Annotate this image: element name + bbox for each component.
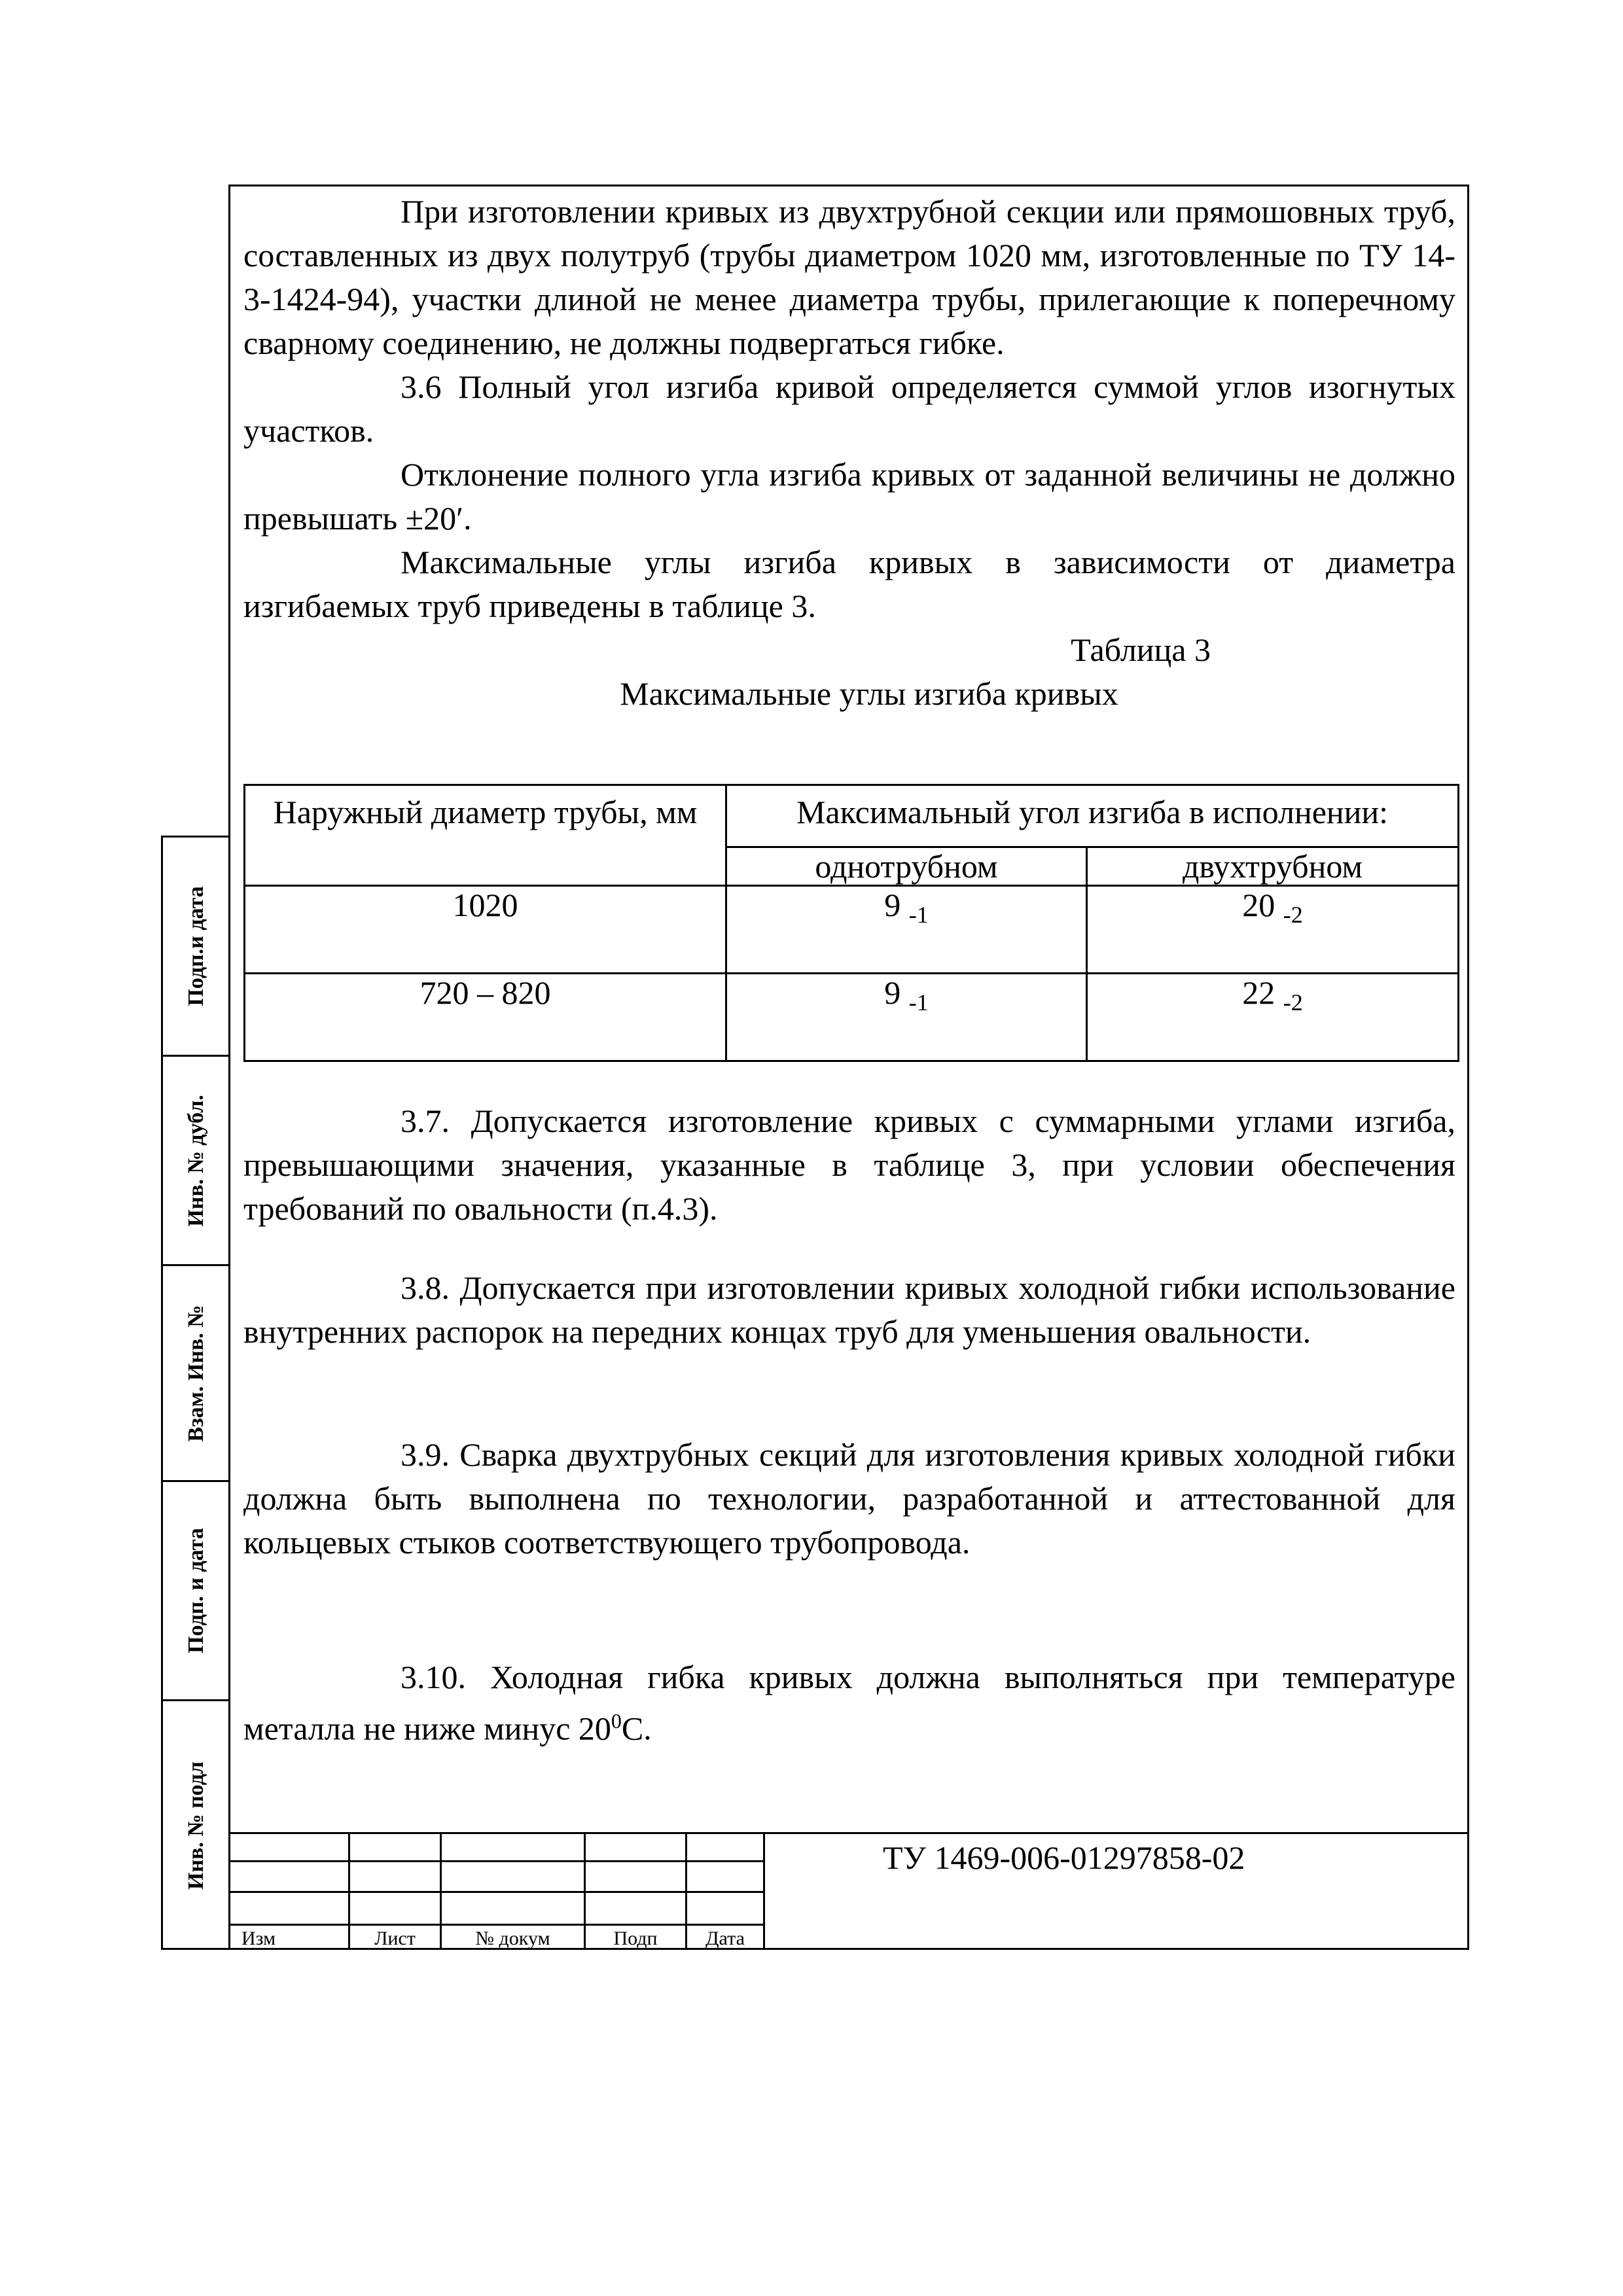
header-text: Максимальный угол изгиба в исполнении: [796,794,1389,830]
header-text: Наружный диаметр трубы, мм [273,794,698,830]
superscript: 0 [611,1709,622,1733]
document-code: ТУ 1469-006-01297858-02 [883,1839,1245,1876]
paragraph-3-8: 3.8. Допускается при изготовлении кривых холодной гибки использование внутренних распорок на передних концах труб для уменьшения овальности. [243,1269,1455,1350]
table-cell-diameter: 1020 [245,886,726,974]
table-cell-double [1087,974,1459,1061]
value: 20 [1242,887,1275,923]
paragraph-3-9: 3.9. Сварка двухтрубных секций для изготовления кривых холодной гибки должна быть выполнена по технологии, разработанной и аттестованной для кольцевых стыков соответствующего трубопровода. [243,1436,1455,1561]
value: 22 [1242,974,1275,1011]
paragraph-3-10-block [243,1655,1455,1751]
table-header-group [726,785,1459,847]
side-label: Инв. № дубл. [184,1094,208,1227]
table-caption: Таблица 3 [1071,631,1211,668]
tb-label-izm: Изм [241,1928,276,1949]
side-label: Инв. № подл [184,1761,208,1890]
side-label: Подп.и дата [184,886,208,1006]
side-cell [163,1266,230,1482]
paragraph-3-7: 3.7. Допускается изготовление кривых с суммарными углами изгиба, превышающими значения, указанные в таблице 3, при условии обеспечения требований по овальности (п.4.3). [243,1103,1455,1227]
tolerance: -2 [1283,989,1303,1016]
text: С. [621,1710,652,1747]
side-cell [163,838,230,1057]
tb-label-doc: № докум [475,1928,550,1949]
value: 9 [884,887,901,923]
tb-label-list: Лист [374,1928,416,1949]
paragraph: Максимальные углы изгиба кривых в зависимости от диаметра изгибаемых труб приведены в таблице 3. [243,544,1455,624]
tb-line [228,1924,765,1926]
value: 9 [884,974,901,1011]
side-stamp [161,836,230,1950]
paragraph-3-9-block [243,1433,1455,1564]
paragraph: При изготовлении кривых из двухтрубной секции или прямошовных труб, составленных из двух полутруб (трубы диаметром 1020 мм, изготовленные по ТУ 14-3-1424-94), участки длиной не менее диаметра трубы, прилегающие к поперечному сварному соединению, не должны подвергаться гибке. [243,193,1455,361]
title-block [228,1832,1469,1950]
text: 3.10. Холодная гибка кривых должна выполняться при температуре металла не ниже минус 20 [243,1659,1455,1747]
tolerance: -2 [1283,902,1303,928]
table-header-diameter [245,785,726,886]
side-cell [163,1701,230,1950]
table-cell-double [1087,886,1459,974]
table-cell-single [726,974,1087,1061]
table-3 [243,784,1459,1062]
tb-line [228,1891,765,1893]
table-subheader-double: двухтрубном [1087,847,1459,886]
side-cell [163,1482,230,1701]
body-top [243,190,1455,716]
tb-label-date: Дата [705,1928,745,1949]
paragraph-3-6: 3.6 Полный угол изгиба кривой определяется суммой углов изогнутых участков. [243,368,1455,449]
table-cell-diameter: 720 – 820 [245,974,726,1061]
tb-label-sign: Подп [613,1928,658,1949]
table-title: Максимальные углы изгиба кривых [620,675,1118,712]
table-cell-single [726,886,1087,974]
tolerance: -1 [908,902,929,928]
tb-line [228,1832,1469,1834]
side-label: Взам. Инв. № [184,1304,208,1442]
paragraph-3-10 [243,1655,1455,1751]
tb-line [228,1860,765,1862]
paragraph: Отклонение полного угла изгиба кривых от заданной величины не должно превышать ±20′. [243,456,1455,537]
side-cell [163,1057,230,1266]
tb-line [763,1832,765,1950]
table-subheader-single: однотрубном [726,847,1087,886]
tolerance: -1 [908,989,929,1016]
paragraph-3-8-block [243,1266,1455,1354]
side-label: Подп. и дата [184,1528,208,1653]
paragraph-3-7-block [243,1099,1455,1231]
